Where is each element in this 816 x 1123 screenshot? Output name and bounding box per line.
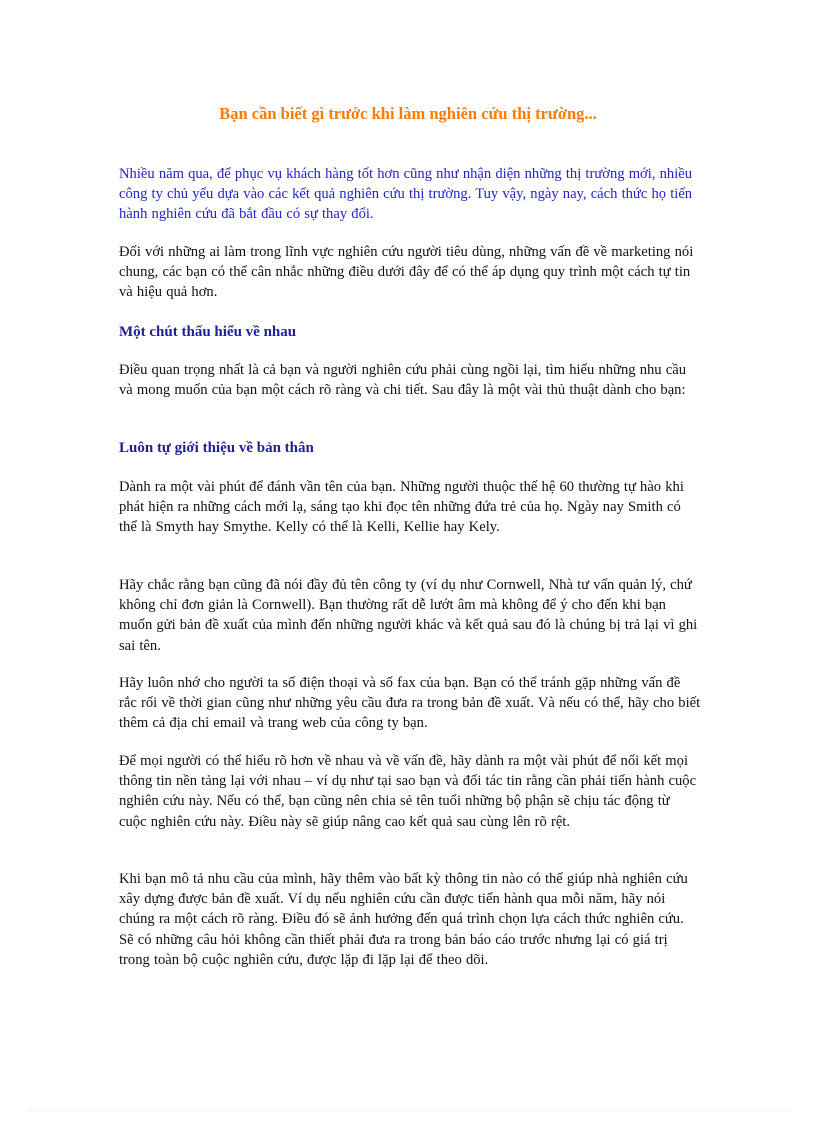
body-paragraph-3: Dành ra một vài phút để đánh vần tên của bạn. Những người thuộc thế hệ 60 thường tự hào khi phát hiện ra những cách mới lạ, sáng tạo khi đọc tên những đứa trẻ của họ. Ngày nay Smith có thể là Smyth hay Smythe. Kelly có thể là Kelli, Kellie hay Kely. — [119, 479, 684, 536]
page-bottom-divider — [28, 1110, 788, 1111]
intro-paragraph: Nhiều năm qua, để phục vụ khách hàng tốt hơn cũng như nhận diện những thị trường mới, nhiều công ty chủ yếu dựa vào các kết quả nghiên cứu thị trường. Tuy vậy, ngày nay, cách thức họ tiến hành nghiên cứu đã bắt đầu có sự thay đổi. — [119, 166, 693, 223]
body-paragraph-6: Để mọi người có thể hiểu rõ hơn về nhau và về vấn đề, hãy dành ra một vài phút để nối kết mọi thông tin nền tảng lại với nhau – ví dụ như tại sao bạn và đối tác tin rằng cần phải tiến hành cuộc nghiên cứu này. Nếu có thể, bạn cũng nên chia sẻ tên tuổi những bộ phận sẽ chịu tác động từ cuộc nghiên cứu này. Điều này sẽ giúp nâng cao kết quả sau cùng lên rõ rệt. — [119, 753, 697, 830]
body-paragraph-5: Hãy luôn nhớ cho người ta số điện thoại và số fax của bạn. Bạn có thể tránh gặp những vấn đề rắc rối về thời gian cũng như những yêu cầu đưa ra trong bản đề xuất. Và nếu có thể, hãy cho biết thêm cả địa chỉ email và trang web của công ty bạn. — [119, 675, 701, 732]
section-heading-2: Luôn tự giới thiệu về bản thân — [119, 440, 314, 456]
body-paragraph-7: Khi bạn mô tả nhu cầu của mình, hãy thêm vào bất kỳ thông tin nào có thể giúp nhà nghiên cứu xây dựng được bản đề xuất. Ví dụ nếu nghiên cứu cần được tiến hành qua mỗi năm, hãy nói chúng ra một cách rõ ràng. Điều đó sẽ ảnh hưởng đến quá trình chọn lựa cách thức nghiên cứu. Sẽ có những câu hỏi không cần thiết phải đưa ra trong bản báo cáo trước nhưng lại có giá trị trong toàn bộ cuộc nghiên cứu, được lặp đi lặp lại để theo dõi. — [119, 871, 688, 968]
body-paragraph-2: Điều quan trọng nhất là cả bạn và người nghiên cứu phải cùng ngồi lại, tìm hiểu những nhu cầu và mong muốn của bạn một cách rõ ràng và chi tiết. Sau đây là một vài thủ thuật dành cho bạn: — [119, 362, 686, 399]
body-paragraph-1: Đối với những ai làm trong lĩnh vực nghiên cứu người tiêu dùng, những vấn đề về marketing nói chung, các bạn có thể cân nhắc những điều dưới đây để có thể áp dụng quy trình một cách tự tin và hiệu quả hơn. — [119, 244, 694, 301]
section-heading-1: Một chút thấu hiểu về nhau — [119, 324, 297, 340]
document-title: Bạn cần biết gì trước khi làm nghiên cứu thị trường... — [219, 104, 597, 123]
body-paragraph-4: Hãy chắc rằng bạn cũng đã nói đầy đủ tên công ty (ví dụ như Cornwell, Nhà tư vấn quản lý, chứ không chỉ đơn giản là Cornwell). Bạn thường rất dễ lướt âm mà không để ý cho đến khi bạn muốn gửi bản đề xuất của mình đến những người khác và kết quả sau đó là chúng bị trả lại vì ghi sai tên. — [119, 577, 698, 654]
